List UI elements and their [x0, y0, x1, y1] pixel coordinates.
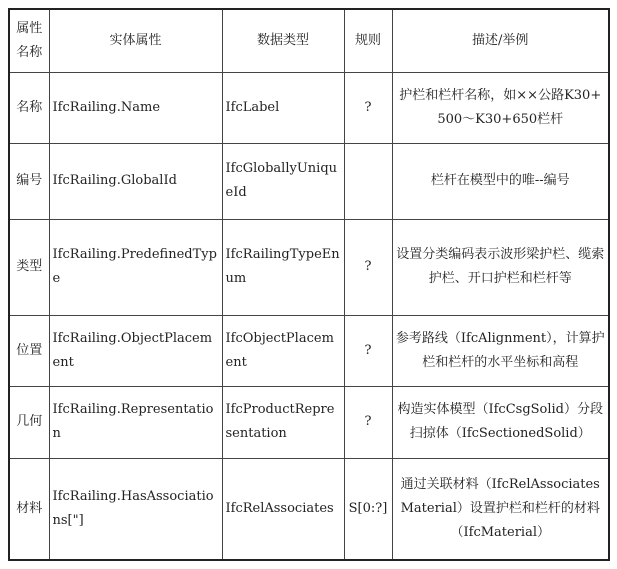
- table-row: [9, 73, 609, 144]
- table-header-row: [9, 9, 609, 73]
- ifc-railing-attribute-table: [8, 8, 610, 561]
- header-data-type: 数据类型: [222, 9, 344, 73]
- description-cell: 参考路线（IfcAlignment），计算护栏和栏杆的水平坐标和高程: [392, 316, 609, 387]
- attribute-name-cell: 材料: [9, 458, 49, 560]
- description-cell: 护栏和栏杆名称，如××公路K30+500～K30+650栏杆: [392, 73, 609, 144]
- table-row: [9, 387, 609, 458]
- table-row: [9, 458, 609, 560]
- rule-cell: ?: [344, 316, 392, 387]
- data-type-cell: IfcProductRepresentation: [222, 387, 344, 458]
- rule-cell: ?: [344, 219, 392, 316]
- rule-cell: S[0:?]: [344, 458, 392, 560]
- data-type-cell: IfcGloballyUniqueId: [222, 144, 344, 219]
- attribute-name-cell: 类型: [9, 219, 49, 316]
- description-cell: 构造实体模型（IfcCsgSolid）分段扫掠体（IfcSectionedSolid）: [392, 387, 609, 458]
- attribute-name-cell: 几何: [9, 387, 49, 458]
- entity-attribute-cell: IfcRailing.HasAssociations["]: [49, 458, 222, 560]
- description-cell: 栏杆在模型中的唯--编号: [392, 144, 609, 219]
- data-type-cell: IfcRailingTypeEnum: [222, 219, 344, 316]
- entity-attribute-cell: IfcRailing.GlobalId: [49, 144, 222, 219]
- description-cell: 设置分类编码表示波形梁护栏、缆索护栏、开口护栏和栏杆等: [392, 219, 609, 316]
- header-entity-attribute: 实体属性: [49, 9, 222, 73]
- entity-attribute-cell: IfcRailing.Representation: [49, 387, 222, 458]
- rule-cell: ?: [344, 387, 392, 458]
- description-cell: 通过关联材料（IfcRelAssociatesMaterial）设置护栏和栏杆的材料（IfcMaterial）: [392, 458, 609, 560]
- entity-attribute-cell: IfcRailing.PredefinedType: [49, 219, 222, 316]
- rule-cell: ?: [344, 73, 392, 144]
- attribute-name-cell: 编号: [9, 144, 49, 219]
- data-type-cell: IfcObjectPlacement: [222, 316, 344, 387]
- entity-attribute-cell: IfcRailing.Name: [49, 73, 222, 144]
- table-row: [9, 144, 609, 219]
- attribute-name-cell: 名称: [9, 73, 49, 144]
- table-row: [9, 219, 609, 316]
- table-row: [9, 316, 609, 387]
- header-description: 描述/举例: [392, 9, 609, 73]
- header-rule: 规则: [344, 9, 392, 73]
- entity-attribute-cell: IfcRailing.ObjectPlacement: [49, 316, 222, 387]
- attribute-name-cell: 位置: [9, 316, 49, 387]
- rule-cell: [344, 144, 392, 219]
- data-type-cell: IfcLabel: [222, 73, 344, 144]
- data-type-cell: IfcRelAssociates: [222, 458, 344, 560]
- header-attribute-name: 属性名称: [9, 9, 49, 73]
